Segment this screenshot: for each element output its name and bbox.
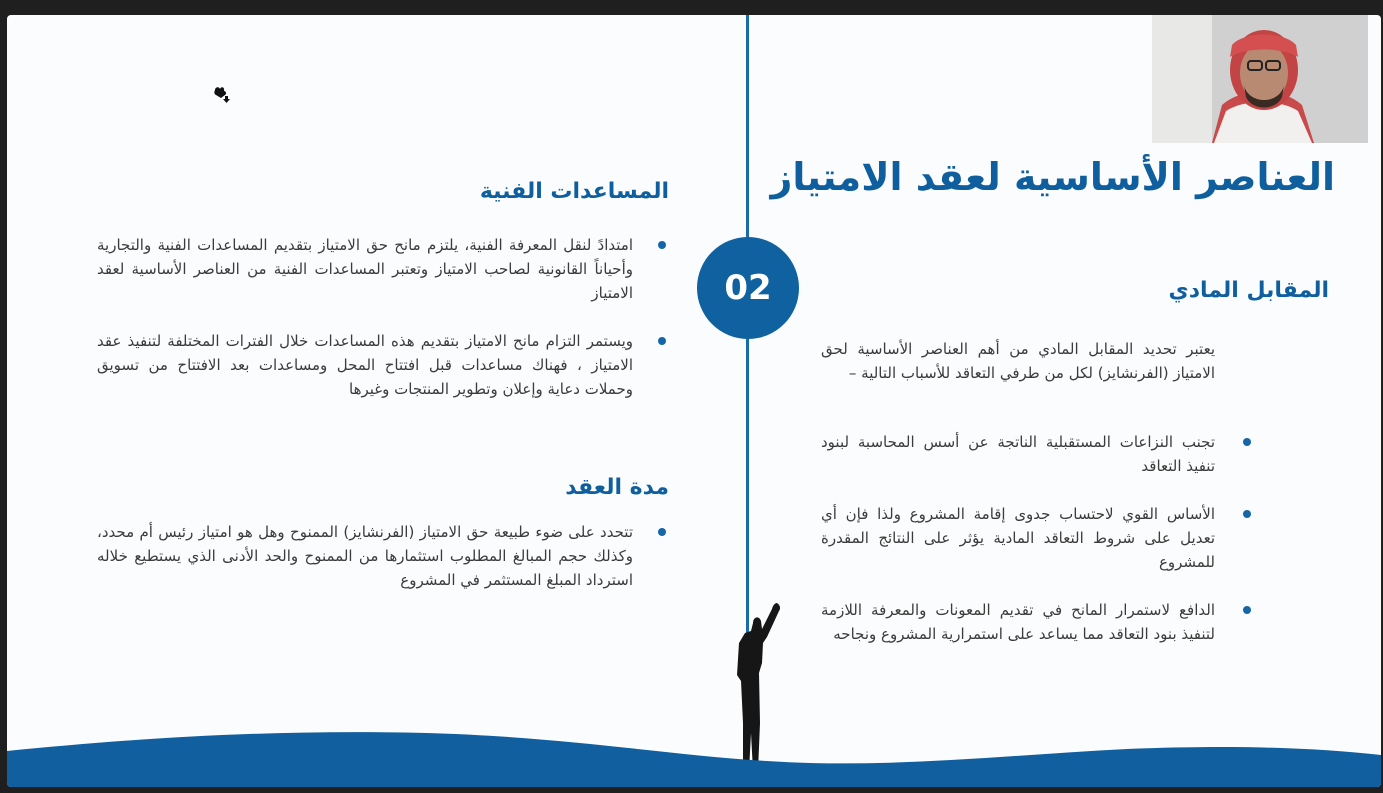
list-item: تجنب النزاعات المستقبلية الناتجة عن أسس المحاسبة لبنود تنفيذ التعاقد	[821, 430, 1251, 478]
bullet-dot-icon	[1243, 606, 1251, 614]
list-item: ويستمر التزام مانح الامتياز بتقديم هذه المساعدات خلال الفترات المختلفة لتنفيذ عقد الامتياز ، فهناك مساعدات قبل افتتاح المحل ومساعدات بعد الافتتاح من تسويق وحملات دعاية وإعلان وتطوير المنتجات وغيرها	[97, 329, 669, 401]
bullet-dot-icon	[658, 528, 666, 536]
presenter-video-icon	[1152, 15, 1368, 143]
section-number-badge: 02	[697, 237, 799, 339]
list-item: الأساس القوي لاحتساب جدوى إقامة المشروع ولذا فإن أي تعديل على شروط التعاقد المادية يؤثر على النتائج المقدرة للمشروع	[821, 502, 1251, 574]
presentation-slide	[7, 15, 1381, 787]
financial-intro-text: يعتبر تحديد المقابل المادي من أهم العناصر الأساسية لحق الامتياز (الفرنشايز) لكل من طرفي التعاقد للأسباب التالية –	[821, 340, 1215, 382]
contract-duration-bullet-list	[97, 520, 669, 592]
list-item: الدافع لاستمرار المانح في تقديم المعونات والمعرفة اللازمة لتنفيذ بنود التعاقد مما يساعد على استمرارية المشروع ونجاحه	[821, 598, 1251, 646]
bullet-dot-icon	[658, 241, 666, 249]
webcam-video-feed	[1152, 15, 1368, 143]
bullet-dot-icon	[1243, 438, 1251, 446]
heading-financial-consideration: المقابل المادي	[1168, 278, 1329, 303]
heading-contract-duration: مدة العقد	[565, 475, 669, 500]
cursor-icon	[212, 85, 232, 105]
list-item: تتحدد على ضوء طبيعة حق الامتياز (الفرنشايز) الممنوح وهل هو امتياز رئيس أم محدد، وكذلك حجم المبالغ المطلوب استثمارها من الممنوح والحد الأدنى الذي يستطيع خلاله استرداد المبلغ المستثمر في المشروع	[97, 520, 669, 592]
bottom-wave-decoration	[7, 725, 1381, 787]
slide-title: العناصر الأساسية لعقد الامتياز	[770, 155, 1335, 199]
list-item: امتدادً لنقل المعرفة الفنية، يلتزم مانح حق الامتياز بتقديم المساعدات الفنية والتجارية وأحياناً القانونية لصاحب الامتياز وتعتبر المساعدات الفنية من العناصر الأساسية لعقد الامتياز	[97, 233, 669, 305]
heading-technical-assistance: المساعدات الفنية	[479, 179, 669, 204]
financial-bullet-list	[821, 430, 1251, 646]
bullet-dot-icon	[1243, 510, 1251, 518]
bullet-dot-icon	[658, 337, 666, 345]
technical-assistance-bullet-list	[97, 233, 669, 401]
